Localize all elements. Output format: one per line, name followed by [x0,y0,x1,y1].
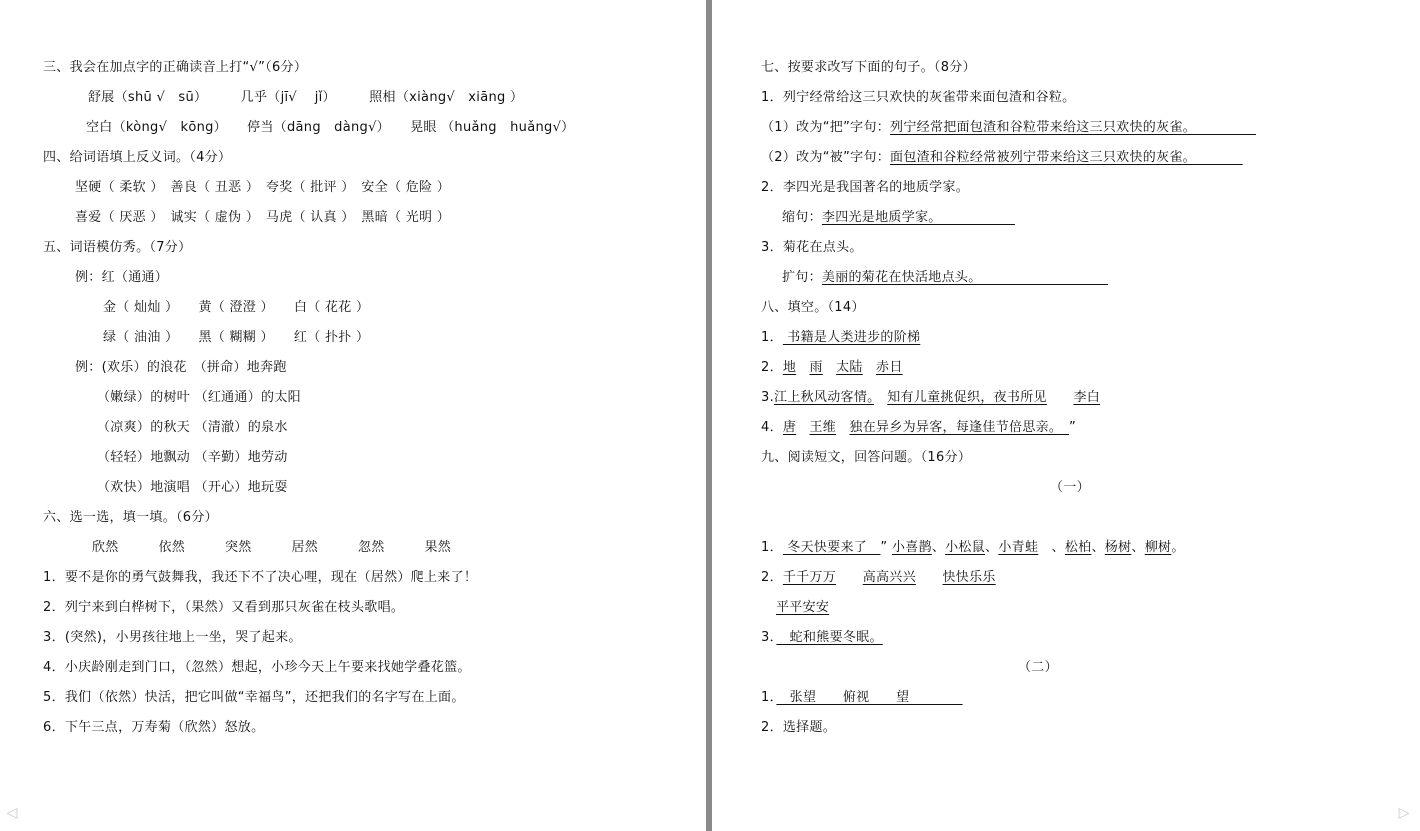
blank-3 [761,389,1100,407]
shorten-line [782,209,1015,227]
blank-2-d: 赤日 [876,360,903,375]
blank-3-label: 3. [761,390,775,405]
reading-answer-2-b: 高高兴兴 [862,570,916,585]
pinyin-row-1: 舒展（shū √ sū） 几乎（jī√ jǐ） 照相（xiàng√ xiāng ） [88,90,524,105]
arrow-left-icon[interactable]: ◁ [6,805,18,821]
reading-part-1-heading: （一） [1050,480,1090,495]
reading-answer-2 [761,569,996,587]
blank-4 [761,419,1076,437]
rewrite-1a-label: （1）改为“把”字句： [761,120,891,135]
rewrite-1b-label: （2）改为“被”字句： [761,150,891,165]
blank-1-answer: 书籍是人类进步的阶梯 [782,330,921,345]
reading-answer-2-a: 千千万万 [782,570,837,585]
rewrite-1a [761,119,1256,137]
expand-line [782,269,1108,287]
reading-answer-3-label: 3． [761,630,777,645]
shorten-answer: 李四光是地质学家。 [821,210,1015,225]
reading-answer-2-d: 平平安安 [776,600,830,615]
reading-answer-1: 1． 冬天快要来了 ” 小喜鹊、小松鼠、小青蛙 、松柏、杨树、柳树。 [761,540,1185,555]
reading-2-answer-1-label: 1． [761,690,777,705]
blank-4-c: 独在异乡为异客，每逢佳节倍思亲。 [849,420,1070,435]
blank-2-c: 太陆 [836,360,863,375]
reading-answer-2-label: 2． [761,570,783,585]
imitate-row-4: （凉爽）的秋天 （清澈）的泉水 [97,420,288,435]
section-5-title: 五、词语模仿秀。（7分） [43,240,192,255]
section-3-title: 三、我会在加点字的正确读音上打“√”（6分） [43,60,308,75]
section-9-title: 九、阅读短文，回答问题。（16分） [761,450,972,465]
example-1: 例：红（通通） [75,270,169,285]
section-6-title: 六、选一选，填一填。（6分） [43,510,218,525]
rewrite-question-2: 2．李四光是我国著名的地质学家。 [761,180,970,195]
reading-answer-3-answer: 蛇和熊要冬眠。 [776,630,883,645]
rewrite-1b [761,149,1243,167]
reading-2-answer-1-answer: 张望 俯视 望 [776,690,963,705]
rewrite-question-3: 3．菊花在点头。 [761,240,863,255]
reading-answer-3 [761,629,883,647]
rewrite-1b-answer: 面包渣和谷粒经常被列宁带来给这三只欢快的灰雀。 [890,150,1243,165]
imitate-row-5: （轻轻）地飘动 （辛勤）地劳动 [97,450,288,465]
blank-4-a: 唐 [782,420,797,435]
expand-label: 扩句： [782,270,822,285]
right-page [712,0,1420,831]
antonym-row-2: 喜爱（ 厌恶 ） 诚实（ 虚伪 ） 马虎（ 认真 ） 黑暗（ 光明 ） [75,210,451,225]
reading-answer-1-d: 小青蛙 [998,540,1039,555]
blank-1 [761,329,920,347]
reading-answer-1-c: 小松鼠 [945,540,986,555]
blank-2-label: 2． [761,360,783,375]
reading-answer-1-f: 杨树 [1104,540,1132,555]
reading-2-answer-1 [761,689,963,707]
imitate-row-1: 金（ 灿灿 ） 黄（ 澄澄 ） 白（ 花花 ） [103,300,370,315]
blank-3-c: 李白 [1073,390,1101,405]
blank-3-b: 知有儿童挑促织，夜书所见 [887,390,1047,405]
reading-answer-1-a: 冬天快要来了 [782,540,881,555]
blank-2-a: 地 [782,360,797,375]
imitate-row-2: 绿（ 油油 ） 黑（ 糊糊 ） 红（ 扑扑 ） [103,330,370,345]
blank-2-b: 雨 [809,360,823,375]
blank-1-label: 1． [761,330,783,345]
reading-answer-1-end: 。 [1171,540,1185,555]
expand-answer: 美丽的菊花在快活地点头。 [821,270,1109,285]
fill-question-5: 5．我们（依然）快活，把它叫做“幸福鸟”，还把我们的名字写在上面。 [43,690,465,705]
reading-2-question-2: 2．选择题。 [761,720,837,735]
imitate-row-3: （嫩绿）的树叶 （红通通）的太阳 [97,390,301,405]
fill-question-3: 3．(突然)，小男孩往地上一坐，哭了起来。 [43,630,302,645]
blank-3-a: 江上秋风动客情。 [774,390,874,405]
fill-question-4: 4．小庆龄刚走到门口，（忽然）想起，小珍今天上午要来找她学叠花篮。 [43,660,471,675]
reading-part-2-heading: （二） [1018,660,1058,675]
fill-question-1: 1．要不是你的勇气鼓舞我，我还下不了决心哩，现在（居然）爬上来了！ [43,570,478,585]
reading-answer-1-label: 1． [761,540,783,555]
shorten-label: 缩句： [782,210,822,225]
word-bank: 欣然 依然 突然 居然 忽然 果然 [92,540,452,555]
blank-2 [761,359,903,377]
reading-answer-1-b: 小喜鹊 [891,540,932,555]
example-2: 例：(欢乐）的浪花 （拼命）地奔跑 [75,360,287,375]
arrow-right-icon[interactable]: ▷ [1398,805,1410,821]
section-4-title: 四、给词语填上反义词。（4分） [43,150,232,165]
rewrite-question-1: 1．列宁经常给这三只欢快的灰雀带来面包渣和谷粒。 [761,90,1076,105]
fill-question-6: 6．下午三点，万寿菊（欣然）怒放。 [43,720,265,735]
reading-answer-2-cont [776,599,829,617]
rewrite-1a-answer: 列宁经常把面包渣和谷粒带来给这三只欢快的灰雀。 [890,120,1256,135]
reading-answer-1-e: 松柏 [1064,540,1092,555]
blank-4-b: 王维 [809,420,837,435]
section-7-title: 七、按要求改写下面的句子。（8分） [761,60,976,75]
blank-4-label: 4． [761,420,783,435]
reading-answer-1-g: 柳树 [1144,540,1172,555]
reading-answer-2-c: 快快乐乐 [942,570,996,585]
antonym-row-1: 坚硬（ 柔软 ） 善良（ 丑恶 ） 夸奖（ 批评 ） 安全（ 危险 ） [75,180,451,195]
left-page [0,0,706,831]
imitate-row-6: （欢快）地演唱 （开心）地玩耍 [97,480,288,495]
pinyin-row-2: 空白（kòng√ kōng） 停当（dāng dàng√） 晃眼 （huǎng huǎng√） [86,120,575,135]
section-8-title: 八、填空。（14） [761,300,865,315]
blank-4-end: ” [1069,420,1077,435]
reading-answer-1-quote: ” [880,540,888,555]
fill-question-2: 2．列宁来到白桦树下，（果然）又看到那只灰雀在枝头歌唱。 [43,600,405,615]
